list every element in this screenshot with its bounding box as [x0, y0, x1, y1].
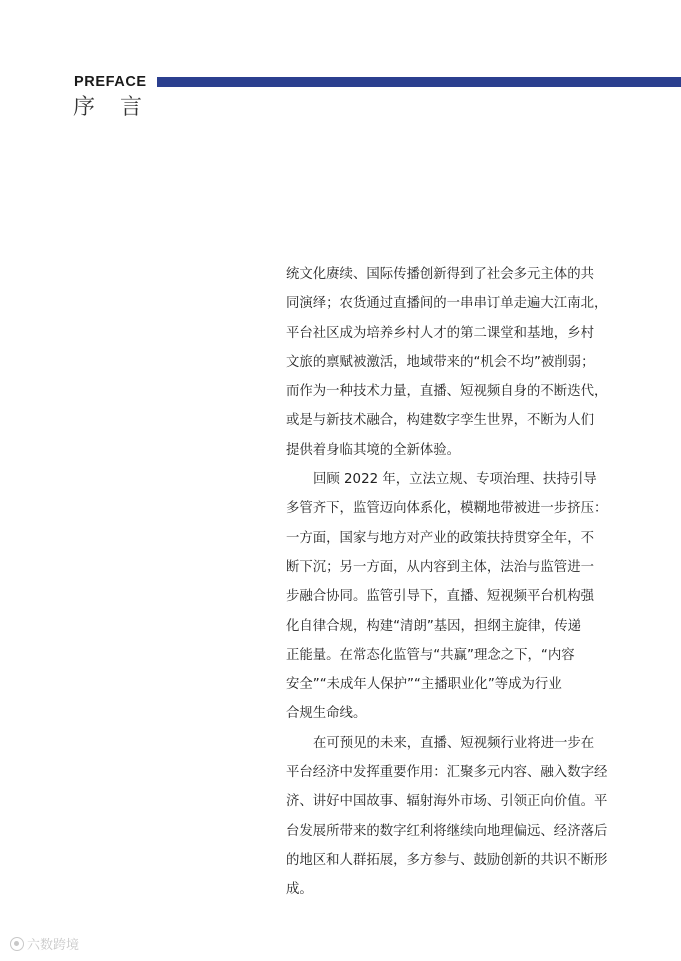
- text-line: 提供着身临其境的全新体验。: [286, 442, 461, 458]
- paragraph: [286, 260, 611, 465]
- body-text: [286, 260, 611, 905]
- text-line: 同演绎；农货通过直播间的一串串订单走遍大江南北，: [286, 296, 608, 312]
- text-line: 多管齐下，监管迈向体系化，模糊地带被进一步挤压：: [286, 501, 608, 517]
- text-line: 济、讲好中国故事、辐射海外市场、引领正向价值。平: [286, 794, 608, 810]
- paragraph: [286, 465, 611, 729]
- watermark-logo-icon: [10, 937, 24, 951]
- text-line: 安全”“未成年人保护”“主播职业化”等成为行业: [286, 677, 562, 693]
- text-line: 平台社区成为培养乡村人才的第二课堂和基地，乡村: [286, 325, 594, 341]
- paragraph: [286, 729, 611, 905]
- text-line: 成。: [286, 882, 313, 898]
- text-line: 步融合协同。监管引导下，直播、短视频平台机构强: [286, 589, 594, 605]
- watermark-text: 六数跨境: [27, 938, 80, 953]
- text-line: 台发展所带来的数字红利将继续向地理偏远、经济落后: [286, 823, 608, 839]
- text-line: 一方面，国家与地方对产业的政策扶持贯穿全年，不: [286, 530, 594, 546]
- text-line: 回顾 2022 年，立法立规、专项治理、扶持引导: [313, 472, 597, 488]
- watermark: [10, 934, 79, 953]
- text-line: 断下沉；另一方面，从内容到主体，法治与监管进一: [286, 559, 594, 575]
- text-line: 的地区和人群拓展，多方参与、鼓励创新的共识不断形: [286, 852, 608, 868]
- text-line: 统文化赓续、国际传播创新得到了社会多元主体的共: [286, 267, 594, 282]
- text-line: 合规生命线。: [286, 706, 367, 722]
- text-line: 平台经济中发挥重要作用：汇聚多元内容、融入数字经: [286, 765, 608, 781]
- text-line: 或是与新技术融合，构建数字孪生世界，不断为人们: [286, 413, 594, 429]
- text-line: 正能量。在常态化监管与“共赢”理念之下，“内容: [286, 647, 575, 663]
- preface-title-cn: 序言: [73, 95, 168, 120]
- text-line: 在可预见的未来，直播、短视频行业将进一步在: [313, 735, 595, 751]
- text-line: 而作为一种技术力量，直播、短视频自身的不断迭代，: [286, 384, 608, 400]
- preface-accent-bar: [157, 77, 681, 87]
- text-line: 文旅的禀赋被激活，地域带来的“机会不均”被削弱；: [286, 354, 595, 370]
- text-line: 化自律合规，构建“清朗”基因，担纲主旋律，传递: [286, 618, 582, 634]
- preface-title-en: PREFACE: [74, 74, 147, 90]
